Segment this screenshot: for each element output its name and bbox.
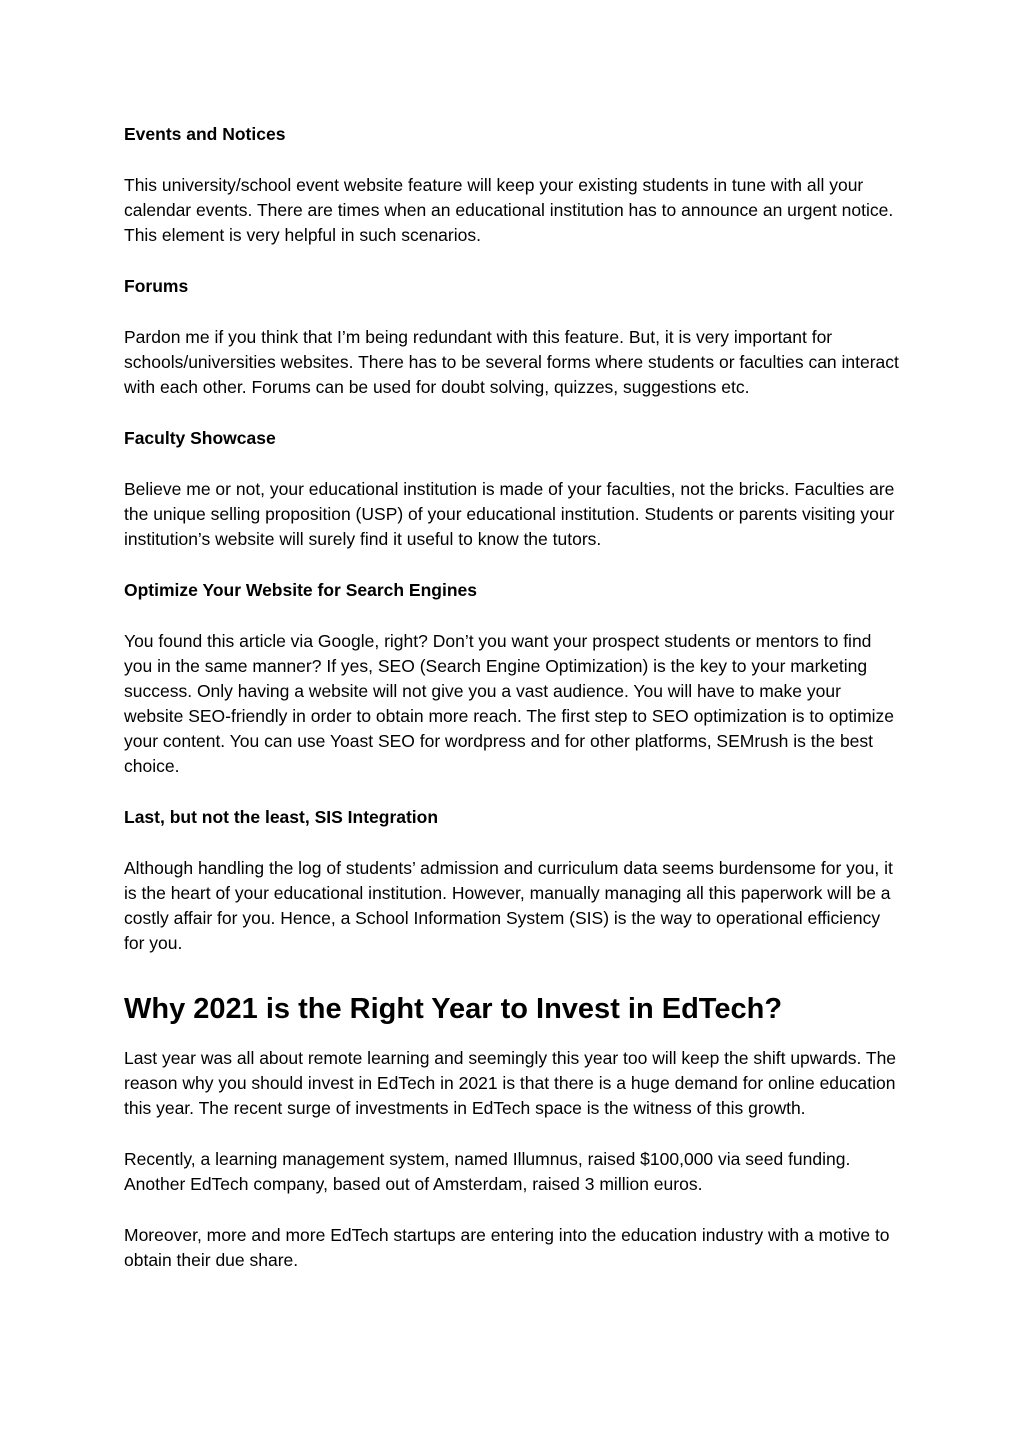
section-heading-forums: Forums [124,276,189,296]
body-paragraph-3: Moreover, more and more EdTech startups are entering into the education industry with a motive to obtain their due share. [124,1225,890,1270]
section-heading-seo: Optimize Your Website for Search Engines [124,580,477,600]
section-text-forums: Pardon me if you think that I’m being redundant with this feature. But, it is very important for schools/universities websites. There has to be several forms where students or faculties can interact with each other. Forums can be used for doubt solving, quizzes, suggestions etc. [124,327,899,397]
section-heading-events: Events and Notices [124,124,286,144]
section-heading-faculty: Faculty Showcase [124,428,276,448]
body-paragraph-1: Last year was all about remote learning and seemingly this year too will keep the shift upwards. The reason why you should invest in EdTech in 2021 is that there is a huge demand for online education this year. The recent surge of investments in EdTech space is the witness of this growth. [124,1048,897,1118]
section-text-sis: Although handling the log of students’ admission and curriculum data seems burdensome for you, it is the heart of your educational institution. However, manually managing all this paperwork will be a costly affair for you. Hence, a School Information System (SIS) is the way to operational efficiency for you. [124,858,893,953]
main-heading: Why 2021 is the Right Year to Invest in EdTech? [124,993,783,1025]
section-text-seo: You found this article via Google, right? Don’t you want your prospect students or mentors to find you in the same manner? If yes, SEO (Search Engine Optimization) is the key to your marketing success. Only having a website will not give you a vast audience. You will have to make your website SEO-friendly in order to obtain more reach. The first step to SEO optimization is to optimize your content. You can use Yoast SEO for wordpress and for other platforms, SEMrush is the best choice. [124,631,895,776]
section-text-faculty: Believe me or not, your educational institution is made of your faculties, not the bricks. Faculties are the unique selling proposition (USP) of your educational institution. Students or parents visiting your institution’s website will surely find it useful to know the tutors. [124,479,895,549]
body-paragraph-2: Recently, a learning management system, named Illumnus, raised $100,000 via seed funding. Another EdTech company, based out of Amsterdam, raised 3 million euros. [124,1149,851,1194]
document-page [124,122,904,1273]
section-heading-sis: Last, but not the least, SIS Integration [124,807,439,827]
section-text-events: This university/school event website feature will keep your existing students in tune with all your calendar events. There are times when an educational institution has to announce an urgent notice. This element is very helpful in such scenarios. [124,175,894,245]
